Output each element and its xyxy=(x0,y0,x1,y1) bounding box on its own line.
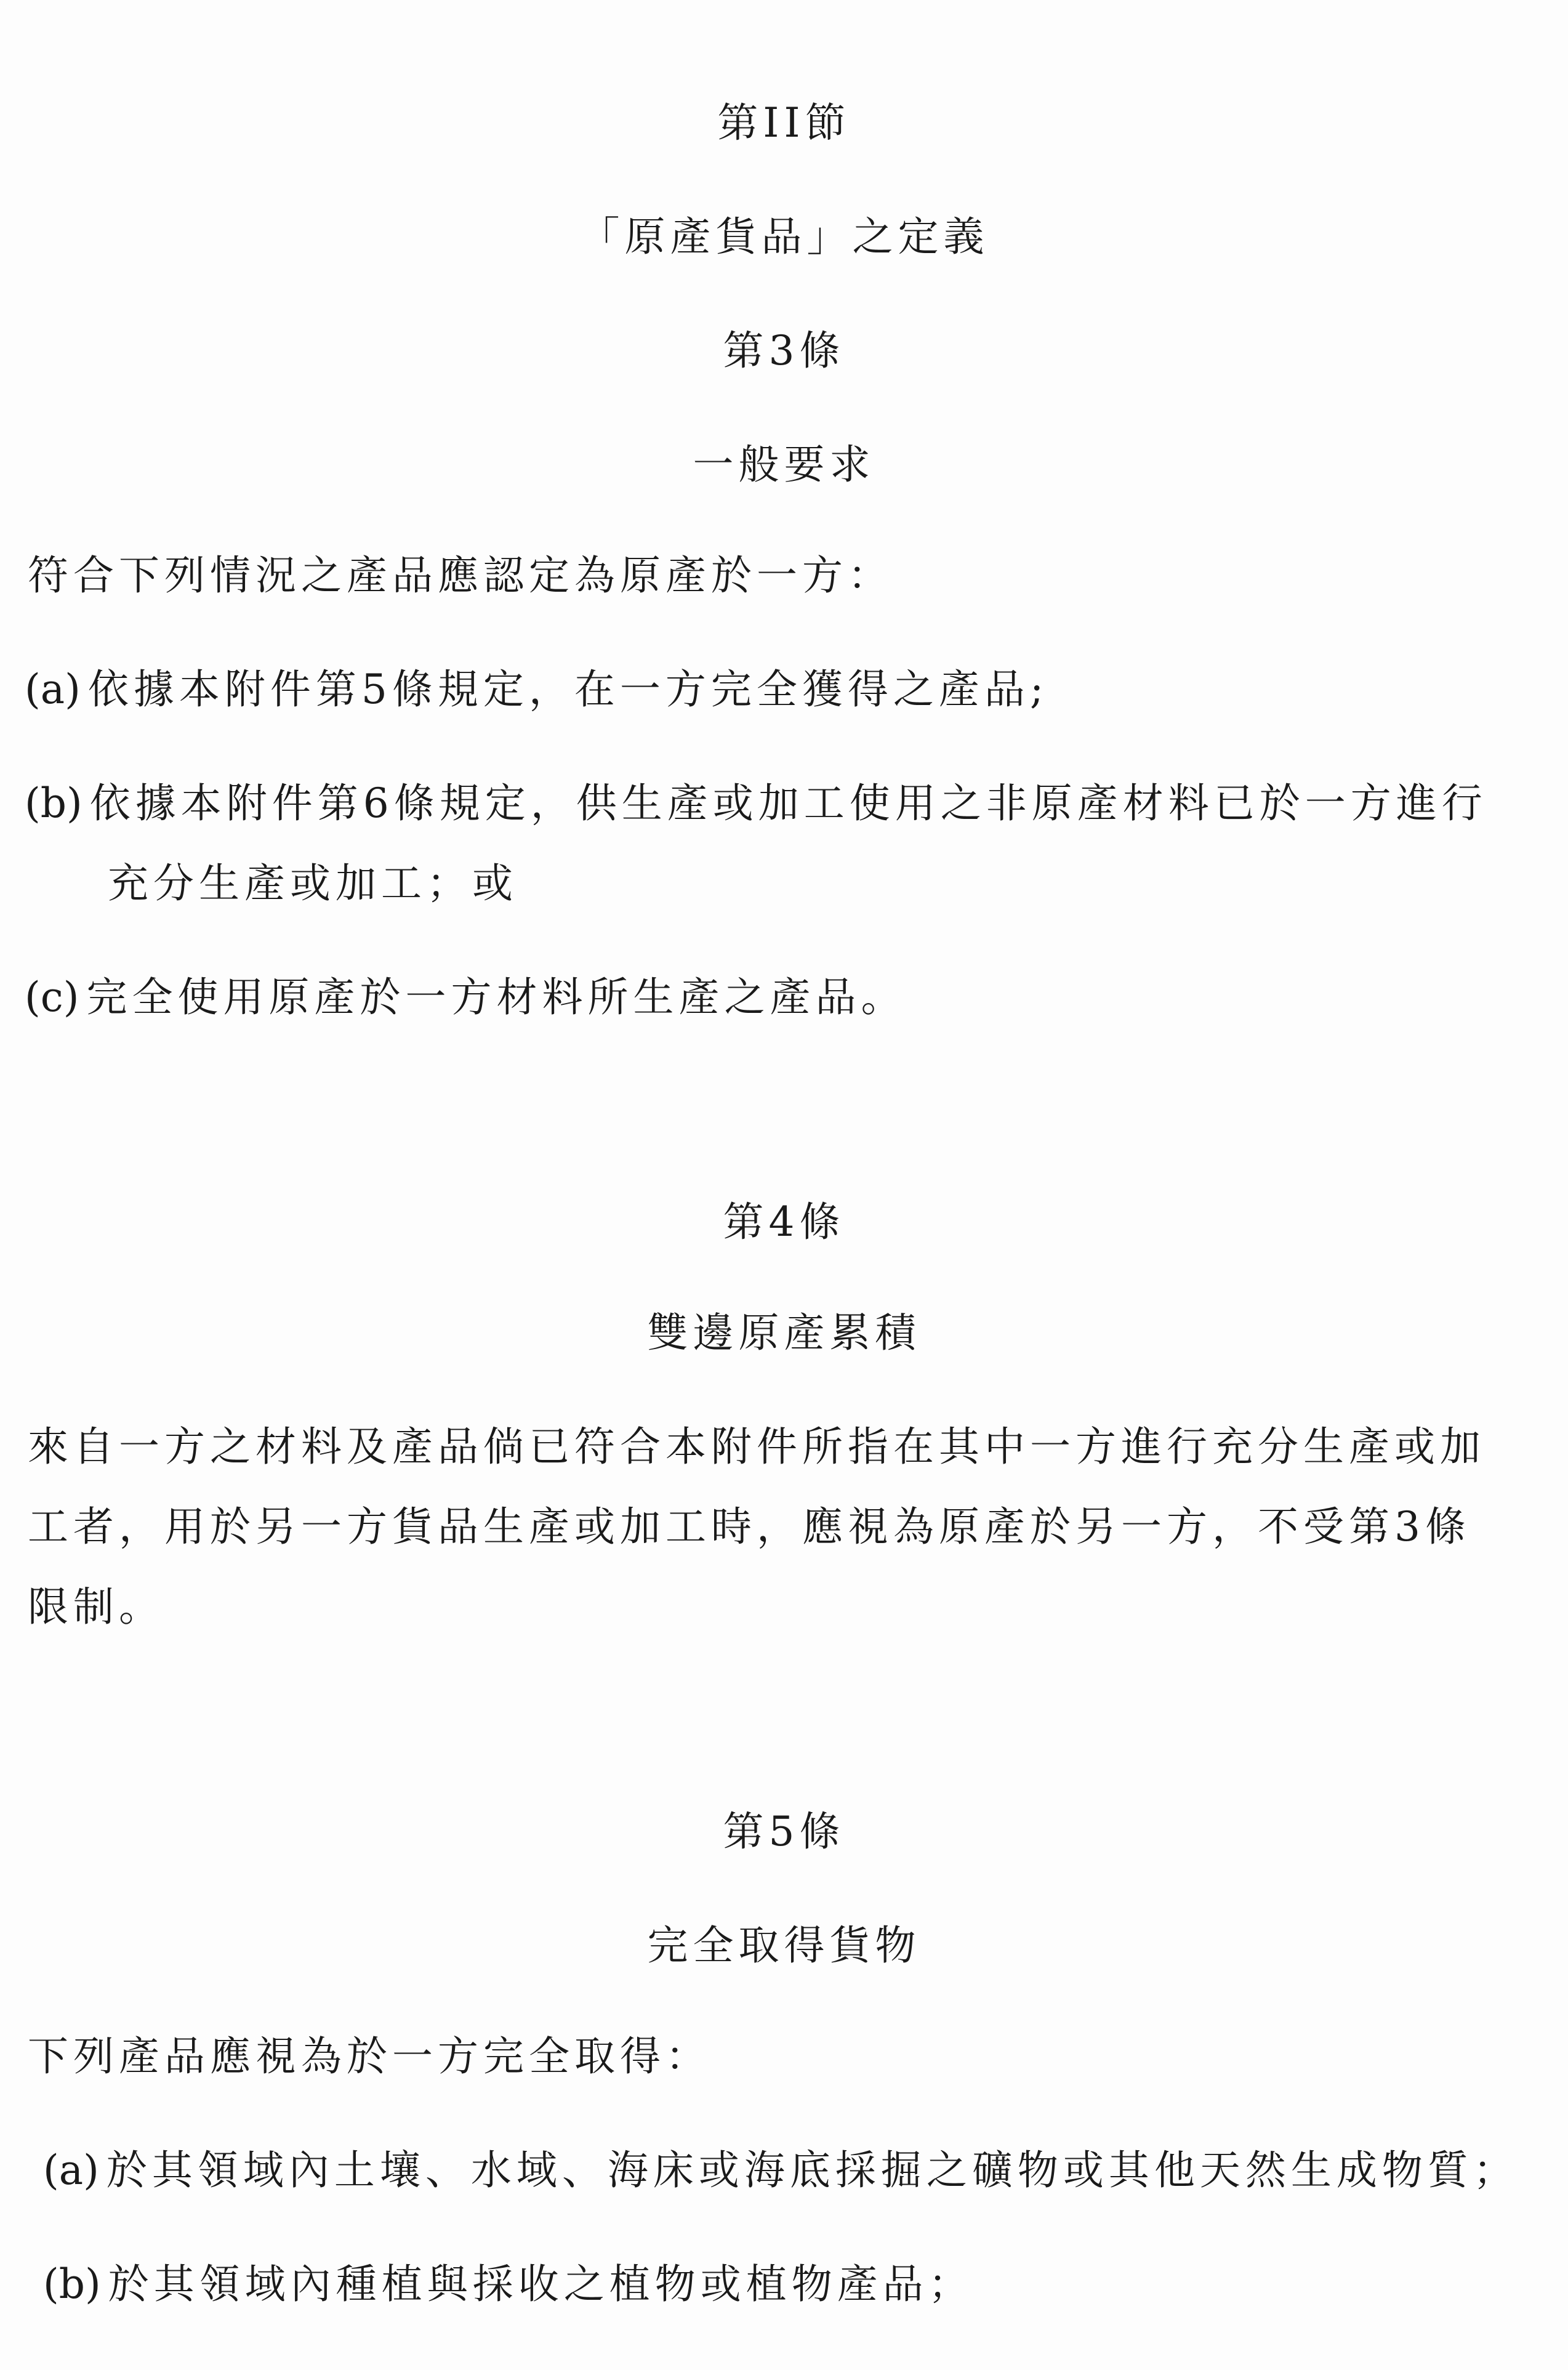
item-text: 完全使用原產於一方材料所生產之產品。 xyxy=(86,973,907,1021)
article-3-number: 第3條 xyxy=(723,327,845,374)
article-4-body-line: 工者，用於另一方貨品生產或加工時，應視為原產於另一方，不受第3條 xyxy=(28,1503,1471,1550)
article-4-heading: 雙邊原產累積 xyxy=(647,1309,921,1356)
article-3-item-c xyxy=(25,973,906,1022)
article-3-heading: 一般要求 xyxy=(693,441,875,488)
article-5-heading: 完全取得貨物 xyxy=(647,1922,921,1969)
item-marker: (b) xyxy=(43,2260,101,2308)
section-title: 第II節 xyxy=(717,99,851,147)
article-4-number: 第4條 xyxy=(723,1198,845,1246)
article-5-number: 第5條 xyxy=(723,1808,845,1855)
item-marker: (b) xyxy=(25,780,82,827)
article-4-body-line: 來自一方之材料及產品倘已符合本附件所指在其中一方進行充分生產或加 xyxy=(28,1423,1486,1470)
item-text: 依據本附件第5條規定，在一方完全獲得之產品; xyxy=(87,666,1049,713)
article-3-intro: 符合下列情況之產品應認定為原產於一方： xyxy=(28,552,893,599)
item-text: 於其領域內種植與採收之植物或植物產品； xyxy=(108,2260,974,2308)
article-3-item-b-continuation: 充分生產或加工；或 xyxy=(108,860,518,907)
article-4-body-line: 限制。 xyxy=(28,1583,164,1630)
item-marker: (a) xyxy=(43,2146,99,2194)
item-text: 依據本附件第6條規定，供生產或加工使用之非原產材料已於一方進行 xyxy=(89,780,1487,827)
article-5-intro: 下列產品應視為於一方完全取得： xyxy=(28,2033,711,2080)
article-5-item-b xyxy=(43,2260,974,2309)
article-5-item-a xyxy=(43,2146,1519,2195)
item-text: 於其領域內土壤、水域、海床或海底採掘之礦物或其他天然生成物質； xyxy=(106,2146,1519,2194)
item-marker: (c) xyxy=(25,973,79,1021)
section-subtitle: 「原產貨品」之定義 xyxy=(579,213,989,260)
article-3-item-a xyxy=(25,665,1048,714)
article-3-item-b xyxy=(25,779,1487,828)
item-marker: (a) xyxy=(25,666,81,713)
